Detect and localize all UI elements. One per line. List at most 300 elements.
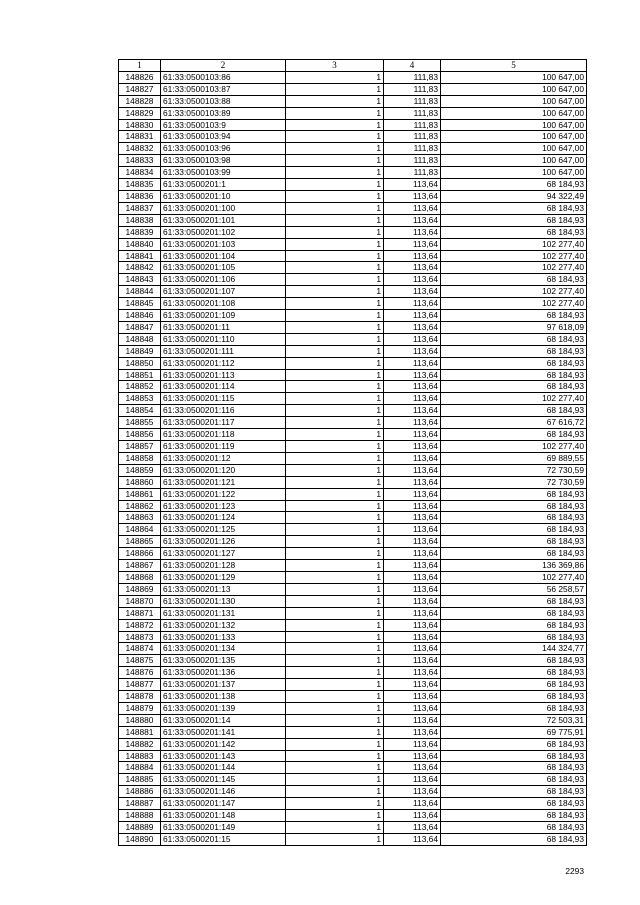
count-cell: 1 [286,369,384,381]
count-cell: 1 [286,107,384,119]
area-value-cell: 113,64 [384,798,441,810]
amount-cell: 68 184,93 [441,655,587,667]
cadastral-number-cell: 61:33:0500201:129 [161,571,286,583]
amount-cell: 68 184,93 [441,274,587,286]
amount-cell: 68 184,93 [441,786,587,798]
row-number-cell: 148860 [119,476,161,488]
table-row [119,464,587,476]
row-number-cell: 148837 [119,202,161,214]
area-value-cell: 113,64 [384,333,441,345]
row-number-cell: 148832 [119,143,161,155]
row-number-cell: 148831 [119,131,161,143]
amount-cell: 68 184,93 [441,357,587,369]
amount-cell: 97 618,09 [441,321,587,333]
table-row [119,167,587,179]
table-row [119,131,587,143]
cadastral-number-cell: 61:33:0500103:96 [161,143,286,155]
count-cell: 1 [286,131,384,143]
count-cell: 1 [286,119,384,131]
cadastral-number-cell: 61:33:0500201:146 [161,786,286,798]
count-cell: 1 [286,667,384,679]
count-cell: 1 [286,155,384,167]
cadastral-number-cell: 61:33:0500201:111 [161,345,286,357]
cadastral-number-cell: 61:33:0500201:118 [161,429,286,441]
count-cell: 1 [286,619,384,631]
cadastral-number-cell: 61:33:0500201:14 [161,714,286,726]
cadastral-number-cell: 61:33:0500201:126 [161,536,286,548]
amount-cell: 56 258,57 [441,583,587,595]
amount-cell: 100 647,00 [441,155,587,167]
amount-cell: 68 184,93 [441,500,587,512]
row-number-cell: 148829 [119,107,161,119]
count-cell: 1 [286,429,384,441]
row-number-cell: 148833 [119,155,161,167]
count-cell: 1 [286,762,384,774]
table-row [119,179,587,191]
cadastral-number-cell: 61:33:0500201:122 [161,488,286,500]
table-row [119,500,587,512]
area-value-cell: 113,64 [384,702,441,714]
cadastral-number-cell: 61:33:0500201:101 [161,214,286,226]
count-cell: 1 [286,357,384,369]
area-value-cell: 113,64 [384,500,441,512]
count-cell: 1 [286,679,384,691]
area-value-cell: 113,64 [384,452,441,464]
count-cell: 1 [286,631,384,643]
table-row [119,429,587,441]
amount-cell: 68 184,93 [441,631,587,643]
count-cell: 1 [286,417,384,429]
cadastral-number-cell: 61:33:0500201:132 [161,619,286,631]
amount-cell: 68 184,93 [441,179,587,191]
area-value-cell: 113,64 [384,607,441,619]
table-row [119,786,587,798]
amount-cell: 68 184,93 [441,619,587,631]
cadastral-number-cell: 61:33:0500201:145 [161,774,286,786]
table-row [119,702,587,714]
row-number-cell: 148864 [119,524,161,536]
row-number-cell: 148866 [119,548,161,560]
amount-cell: 100 647,00 [441,167,587,179]
area-value-cell: 113,64 [384,619,441,631]
amount-cell: 68 184,93 [441,202,587,214]
table-row [119,583,587,595]
row-number-cell: 148839 [119,226,161,238]
cadastral-number-cell: 61:33:0500103:89 [161,107,286,119]
amount-cell: 100 647,00 [441,83,587,95]
row-number-cell: 148827 [119,83,161,95]
table-row [119,345,587,357]
cadastral-number-cell: 61:33:0500201:10 [161,190,286,202]
area-value-cell: 113,64 [384,202,441,214]
count-cell: 1 [286,548,384,560]
count-cell: 1 [286,786,384,798]
amount-cell: 68 184,93 [441,548,587,560]
cadastral-number-cell: 61:33:0500201:125 [161,524,286,536]
row-number-cell: 148828 [119,95,161,107]
cadastral-number-cell: 61:33:0500201:114 [161,381,286,393]
table-row [119,619,587,631]
area-value-cell: 111,83 [384,155,441,167]
amount-cell: 102 277,40 [441,393,587,405]
table-row [119,155,587,167]
cadastral-number-cell: 61:33:0500103:87 [161,83,286,95]
area-value-cell: 113,64 [384,714,441,726]
cadastral-number-cell: 61:33:0500201:119 [161,441,286,453]
amount-cell: 68 184,93 [441,429,587,441]
amount-cell: 68 184,93 [441,810,587,822]
area-value-cell: 113,64 [384,726,441,738]
area-value-cell: 111,83 [384,167,441,179]
count-cell: 1 [286,214,384,226]
cadastral-number-cell: 61:33:0500201:110 [161,333,286,345]
table-row [119,691,587,703]
amount-cell: 102 277,40 [441,571,587,583]
table-row [119,524,587,536]
row-number-cell: 148880 [119,714,161,726]
count-cell: 1 [286,595,384,607]
cadastral-number-cell: 61:33:0500201:123 [161,500,286,512]
table-row [119,560,587,572]
area-value-cell: 113,64 [384,774,441,786]
cadastral-number-cell: 61:33:0500201:134 [161,643,286,655]
amount-cell: 69 889,55 [441,452,587,464]
data-table [118,59,587,846]
area-value-cell: 113,64 [384,298,441,310]
cadastral-number-cell: 61:33:0500103:9 [161,119,286,131]
count-cell: 1 [286,95,384,107]
row-number-cell: 148877 [119,679,161,691]
amount-cell: 144 324,77 [441,643,587,655]
row-number-cell: 148842 [119,262,161,274]
area-value-cell: 113,64 [384,345,441,357]
row-number-cell: 148887 [119,798,161,810]
cadastral-number-cell: 61:33:0500201:149 [161,822,286,834]
row-number-cell: 148889 [119,822,161,834]
cadastral-number-cell: 61:33:0500201:11 [161,321,286,333]
table-row [119,441,587,453]
row-number-cell: 148840 [119,238,161,250]
table-row [119,202,587,214]
table-row [119,190,587,202]
count-cell: 1 [286,833,384,845]
row-number-cell: 148846 [119,310,161,322]
table-row [119,95,587,107]
column-header: 1 [119,60,161,72]
cadastral-number-cell: 61:33:0500201:12 [161,452,286,464]
count-cell: 1 [286,190,384,202]
cadastral-number-cell: 61:33:0500201:133 [161,631,286,643]
row-number-cell: 148869 [119,583,161,595]
table-row [119,798,587,810]
row-number-cell: 148867 [119,560,161,572]
row-number-cell: 148881 [119,726,161,738]
table-row [119,143,587,155]
row-number-cell: 148879 [119,702,161,714]
amount-cell: 68 184,93 [441,310,587,322]
table-row [119,381,587,393]
row-number-cell: 148882 [119,738,161,750]
column-header: 5 [441,60,587,72]
amount-cell: 100 647,00 [441,71,587,83]
amount-cell: 68 184,93 [441,750,587,762]
count-cell: 1 [286,655,384,667]
table-row [119,119,587,131]
row-number-cell: 148865 [119,536,161,548]
table-row [119,262,587,274]
table-row [119,750,587,762]
cadastral-number-cell: 61:33:0500201:136 [161,667,286,679]
cadastral-number-cell: 61:33:0500103:99 [161,167,286,179]
table-row [119,452,587,464]
cadastral-number-cell: 61:33:0500201:148 [161,810,286,822]
amount-cell: 100 647,00 [441,107,587,119]
area-value-cell: 111,83 [384,107,441,119]
area-value-cell: 113,64 [384,679,441,691]
table-row [119,310,587,322]
row-number-cell: 148890 [119,833,161,845]
row-number-cell: 148853 [119,393,161,405]
row-number-cell: 148851 [119,369,161,381]
row-number-cell: 148854 [119,405,161,417]
area-value-cell: 113,64 [384,655,441,667]
table-row [119,536,587,548]
amount-cell: 102 277,40 [441,298,587,310]
cadastral-number-cell: 61:33:0500201:105 [161,262,286,274]
count-cell: 1 [286,571,384,583]
table-row [119,405,587,417]
count-cell: 1 [286,179,384,191]
amount-cell: 102 277,40 [441,441,587,453]
row-number-cell: 148858 [119,452,161,464]
cadastral-number-cell: 61:33:0500201:144 [161,762,286,774]
cadastral-number-cell: 61:33:0500201:117 [161,417,286,429]
count-cell: 1 [286,643,384,655]
cadastral-number-cell: 61:33:0500201:15 [161,833,286,845]
count-cell: 1 [286,286,384,298]
cadastral-number-cell: 61:33:0500201:124 [161,512,286,524]
amount-cell: 102 277,40 [441,262,587,274]
area-value-cell: 113,64 [384,583,441,595]
area-value-cell: 113,64 [384,429,441,441]
cadastral-number-cell: 61:33:0500201:142 [161,738,286,750]
table-row [119,393,587,405]
row-number-cell: 148868 [119,571,161,583]
amount-cell: 68 184,93 [441,524,587,536]
count-cell: 1 [286,750,384,762]
count-cell: 1 [286,583,384,595]
row-number-cell: 148845 [119,298,161,310]
row-number-cell: 148848 [119,333,161,345]
cadastral-number-cell: 61:33:0500201:1 [161,179,286,191]
table-row [119,595,587,607]
table-row [119,107,587,119]
row-number-cell: 148857 [119,441,161,453]
area-value-cell: 113,64 [384,310,441,322]
table-row [119,643,587,655]
row-number-cell: 148852 [119,381,161,393]
area-value-cell: 113,64 [384,822,441,834]
table-row [119,71,587,83]
cadastral-number-cell: 61:33:0500201:147 [161,798,286,810]
row-number-cell: 148859 [119,464,161,476]
table-row [119,762,587,774]
amount-cell: 68 184,93 [441,488,587,500]
table-row [119,250,587,262]
count-cell: 1 [286,321,384,333]
area-value-cell: 113,64 [384,369,441,381]
cadastral-number-cell: 61:33:0500103:98 [161,155,286,167]
cadastral-number-cell: 61:33:0500103:94 [161,131,286,143]
table-row [119,548,587,560]
cadastral-number-cell: 61:33:0500201:115 [161,393,286,405]
area-value-cell: 113,64 [384,833,441,845]
count-cell: 1 [286,774,384,786]
amount-cell: 68 184,93 [441,762,587,774]
amount-cell: 68 184,93 [441,822,587,834]
amount-cell: 68 184,93 [441,512,587,524]
count-cell: 1 [286,274,384,286]
column-header: 3 [286,60,384,72]
row-number-cell: 148835 [119,179,161,191]
row-number-cell: 148884 [119,762,161,774]
amount-cell: 68 184,93 [441,738,587,750]
amount-cell: 102 277,40 [441,286,587,298]
area-value-cell: 111,83 [384,131,441,143]
cadastral-number-cell: 61:33:0500201:108 [161,298,286,310]
row-number-cell: 148838 [119,214,161,226]
row-number-cell: 148856 [119,429,161,441]
count-cell: 1 [286,464,384,476]
count-cell: 1 [286,798,384,810]
table-row [119,357,587,369]
area-value-cell: 113,64 [384,595,441,607]
column-header: 4 [384,60,441,72]
row-number-cell: 148849 [119,345,161,357]
count-cell: 1 [286,822,384,834]
area-value-cell: 113,64 [384,262,441,274]
area-value-cell: 113,64 [384,560,441,572]
count-cell: 1 [286,536,384,548]
cadastral-number-cell: 61:33:0500201:13 [161,583,286,595]
table-row [119,655,587,667]
area-value-cell: 113,64 [384,750,441,762]
table-row [119,333,587,345]
table-row [119,667,587,679]
row-number-cell: 148878 [119,691,161,703]
cadastral-number-cell: 61:33:0500201:135 [161,655,286,667]
row-number-cell: 148850 [119,357,161,369]
table-row [119,774,587,786]
amount-cell: 100 647,00 [441,119,587,131]
row-number-cell: 148870 [119,595,161,607]
area-value-cell: 113,64 [384,786,441,798]
amount-cell: 68 184,93 [441,667,587,679]
column-header: 2 [161,60,286,72]
count-cell: 1 [286,524,384,536]
row-number-cell: 148843 [119,274,161,286]
area-value-cell: 113,64 [384,381,441,393]
count-cell: 1 [286,226,384,238]
count-cell: 1 [286,381,384,393]
row-number-cell: 148876 [119,667,161,679]
count-cell: 1 [286,452,384,464]
cadastral-number-cell: 61:33:0500201:143 [161,750,286,762]
table-row [119,298,587,310]
table-row [119,226,587,238]
table-row [119,726,587,738]
area-value-cell: 113,64 [384,357,441,369]
area-value-cell: 113,64 [384,524,441,536]
area-value-cell: 113,64 [384,810,441,822]
amount-cell: 68 184,93 [441,536,587,548]
cadastral-number-cell: 61:33:0500201:127 [161,548,286,560]
amount-cell: 68 184,93 [441,333,587,345]
table-row [119,738,587,750]
cadastral-number-cell: 61:33:0500201:121 [161,476,286,488]
row-number-cell: 148883 [119,750,161,762]
amount-cell: 68 184,93 [441,214,587,226]
cadastral-number-cell: 61:33:0500201:109 [161,310,286,322]
amount-cell: 72 730,59 [441,476,587,488]
count-cell: 1 [286,405,384,417]
area-value-cell: 113,64 [384,762,441,774]
area-value-cell: 113,64 [384,226,441,238]
table-row [119,476,587,488]
row-number-cell: 148855 [119,417,161,429]
count-cell: 1 [286,702,384,714]
count-cell: 1 [286,607,384,619]
area-value-cell: 113,64 [384,691,441,703]
amount-cell: 102 277,40 [441,238,587,250]
cadastral-number-cell: 61:33:0500201:100 [161,202,286,214]
area-value-cell: 113,64 [384,571,441,583]
area-value-cell: 113,64 [384,179,441,191]
count-cell: 1 [286,393,384,405]
count-cell: 1 [286,738,384,750]
cadastral-number-cell: 61:33:0500201:120 [161,464,286,476]
amount-cell: 94 322,49 [441,190,587,202]
table-row [119,571,587,583]
table-row [119,214,587,226]
row-number-cell: 148874 [119,643,161,655]
count-cell: 1 [286,726,384,738]
amount-cell: 68 184,93 [441,381,587,393]
table-row [119,274,587,286]
amount-cell: 68 184,93 [441,607,587,619]
count-cell: 1 [286,250,384,262]
row-number-cell: 148885 [119,774,161,786]
table-row [119,679,587,691]
count-cell: 1 [286,333,384,345]
cadastral-number-cell: 61:33:0500201:104 [161,250,286,262]
area-value-cell: 111,83 [384,71,441,83]
amount-cell: 69 775,91 [441,726,587,738]
cadastral-number-cell: 61:33:0500201:116 [161,405,286,417]
table-row [119,607,587,619]
area-value-cell: 113,64 [384,238,441,250]
table-row [119,488,587,500]
count-cell: 1 [286,500,384,512]
amount-cell: 68 184,93 [441,226,587,238]
row-number-cell: 148862 [119,500,161,512]
area-value-cell: 113,64 [384,274,441,286]
table-row [119,810,587,822]
cadastral-number-cell: 61:33:0500201:107 [161,286,286,298]
row-number-cell: 148861 [119,488,161,500]
cadastral-number-cell: 61:33:0500103:86 [161,71,286,83]
amount-cell: 100 647,00 [441,95,587,107]
